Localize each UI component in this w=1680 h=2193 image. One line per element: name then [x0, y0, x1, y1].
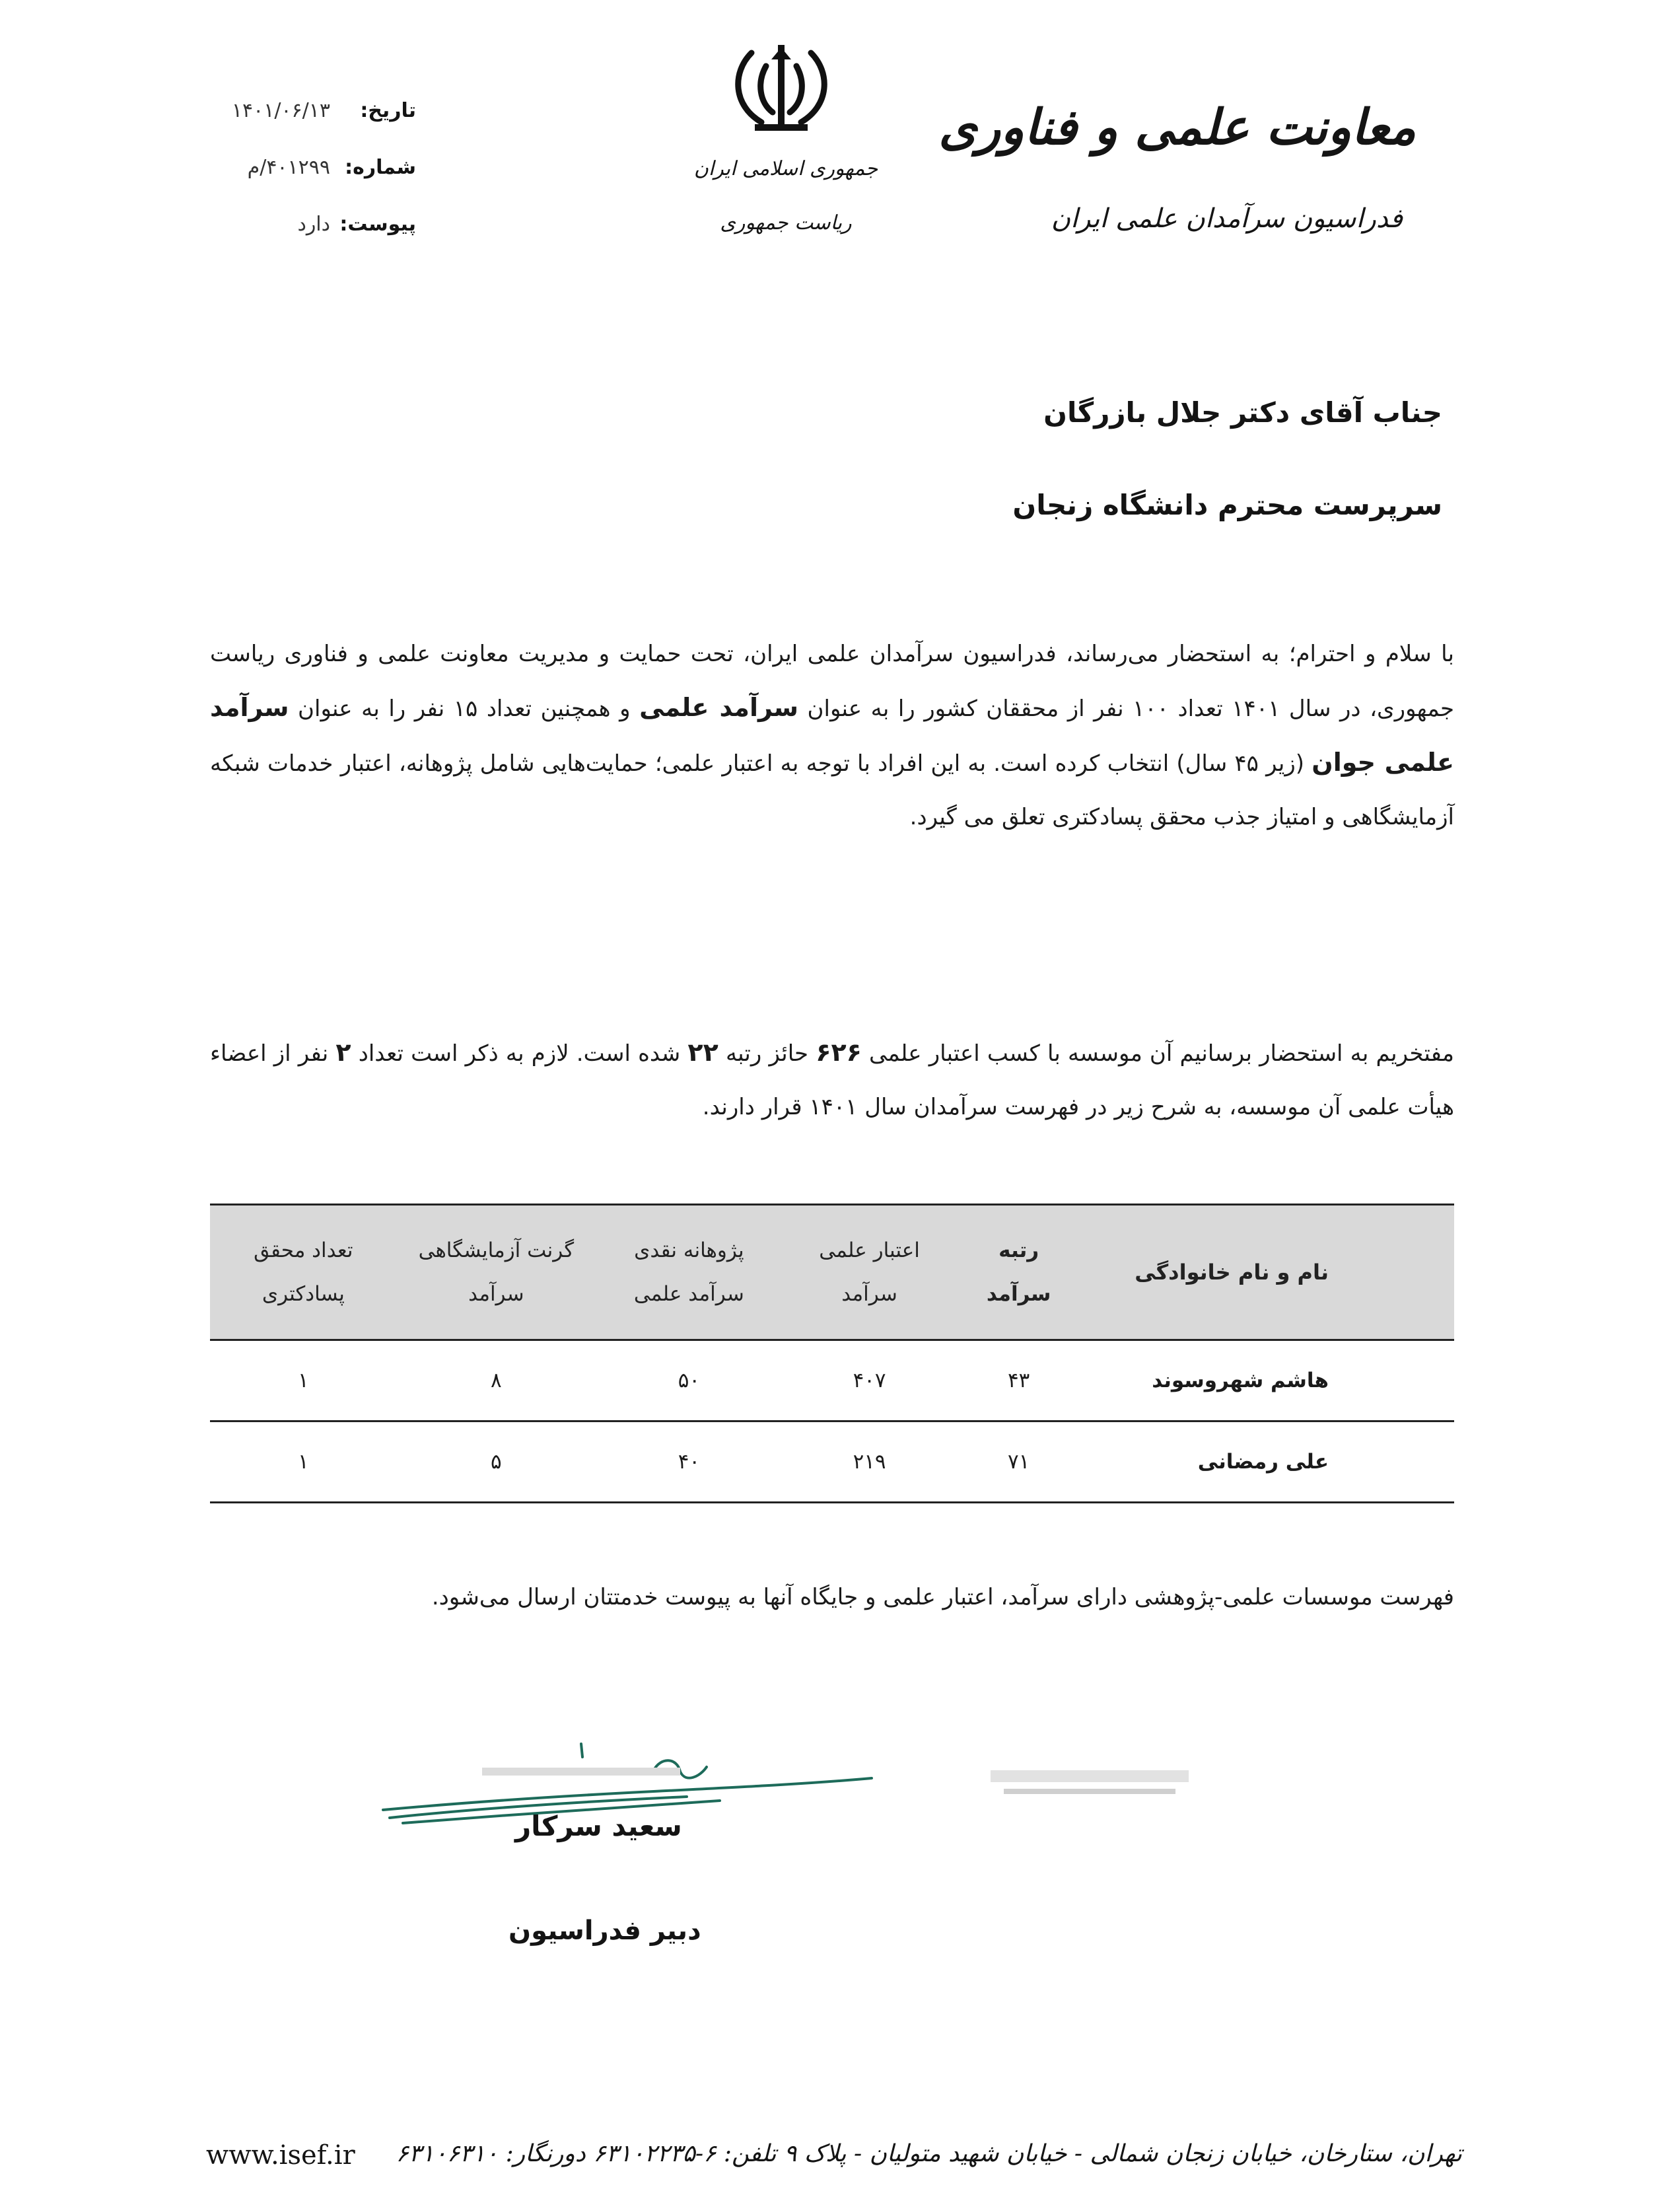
- p1-text-c: و همچنین تعداد ۱۵ نفر را به عنوان: [289, 696, 640, 722]
- date-label: تاریخ:: [360, 99, 416, 122]
- p2-text-a: مفتخریم به استحضار برسانیم آن موسسه با کسب اعتبار علمی: [861, 1040, 1454, 1067]
- date-value: ۱۴۰۱/۰۶/۱۳: [231, 99, 330, 122]
- stamp-mark-icon: [984, 1750, 1195, 1810]
- p2-bold-count: ۲: [335, 1038, 351, 1067]
- header-rank: رتبه سرآمد: [986, 1239, 1051, 1306]
- signatory-name: سعید سرکار: [515, 1810, 682, 1842]
- org-title: معاونت علمی و فناوری: [938, 99, 1416, 156]
- attachment-value: دارد: [297, 213, 330, 236]
- cell-rank: ۴۳: [956, 1340, 1080, 1421]
- elite-members-table: [210, 1204, 1454, 1503]
- cell-credit: ۲۱۹: [783, 1421, 957, 1503]
- body-paragraph-3: فهرست موسسات علمی-پژوهشی دارای سرآمد، اعتبار علمی و جایگاه آنها به پیوست خدمتتان ارسال می‌شود.: [431, 1584, 1454, 1610]
- table-row: [210, 1340, 1454, 1421]
- body-paragraph-2: [210, 1026, 1454, 1134]
- p1-text-a: با سلام و احترام؛ به استحضار می‌رساند، فدراسیون سرآمدان علمی ایران، تحت حمایت و مدیریت معاونت علمی و فناوری ریاست جمهوری، در سال ۱۴۰۱ تعداد ۱۰۰ نفر از محققان کشور را به عنوان: [210, 641, 1455, 722]
- footer-address: تهران، ستارخان، خیابان زنجان شمالی - خیابان شهید متولیان - پلاک ۹ تلفن: ۶-۶۳۱۰۲۲۳۵ دورنگار: ۶۳۱۰۶۳۱۰: [396, 2140, 1462, 2167]
- table-header-row: [210, 1205, 1454, 1340]
- meta-number: [178, 156, 416, 213]
- cell-grant: ۴۰: [596, 1421, 783, 1503]
- cell-credit: ۴۰۷: [783, 1340, 957, 1421]
- org-subtitle: فدراسیون سرآمدان علمی ایران: [1051, 203, 1403, 234]
- cell-rank: ۷۱: [956, 1421, 1080, 1503]
- signatory-title: دبیر فدراسیون: [508, 1916, 701, 1946]
- letter-meta: [178, 99, 416, 270]
- cell-name: هاشم شهروسوند: [1081, 1340, 1454, 1421]
- p2-text-c: حائز رتبه: [718, 1040, 816, 1067]
- body-paragraph-1: [210, 628, 1454, 844]
- cell-name: علی رمضانی: [1081, 1421, 1454, 1503]
- cell-postdoc: ۱: [210, 1340, 397, 1421]
- p2-bold-rank: ۲۲: [687, 1038, 718, 1067]
- p1-bold-young-elite: سرآمد علمی جوان: [210, 693, 1454, 777]
- p2-bold-credit: ۶۲۶: [816, 1038, 862, 1067]
- p2-text-e: نفر از اعضاء هیأت علمی آن موسسه، به شرح زیر در فهرست سرآمدان سال ۱۴۰۱ قرار دارند.: [210, 1040, 1454, 1120]
- footer-website-link[interactable]: www.isef.ir: [206, 2140, 355, 2171]
- header-lab-grant: گرنت آزمایشگاهی سرآمد: [418, 1239, 575, 1306]
- header-name: نام و نام خانوادگی: [1135, 1260, 1329, 1285]
- addressee-name: جناب آقای دکتر جلال بازرگان: [1043, 396, 1442, 429]
- attachment-label: پیوست:: [339, 213, 416, 236]
- p1-bold-elite: سرآمد علمی: [639, 693, 798, 722]
- meta-date: [178, 99, 416, 156]
- table-row: [210, 1421, 1454, 1503]
- header-credit: اعتبار علمی سرآمد: [819, 1239, 920, 1306]
- header-grant: پژوهانه نقدی سرآمد علمی: [633, 1239, 744, 1306]
- iran-emblem-icon: [725, 40, 837, 139]
- cell-postdoc: ۱: [210, 1421, 397, 1503]
- emblem-caption-country: جمهوری اسلامی ایران: [693, 157, 878, 180]
- p2-text-d: شده است. لازم به ذکر است تعداد: [351, 1040, 688, 1067]
- cell-lab: ۵: [397, 1421, 596, 1503]
- cell-grant: ۵۰: [596, 1340, 783, 1421]
- cell-lab: ۸: [397, 1340, 596, 1421]
- p1-text-d: (زیر ۴۵ سال) انتخاب کرده است. به این افراد با توجه به اعتبار علمی؛ حمایت‌هایی شامل پژوهانه، اعتبار خدمات شبکه آزمایشگاهی و امتیاز جذب محقق پسادکتری تعلق می گیرد.: [210, 750, 1454, 830]
- meta-attachment: [178, 213, 416, 270]
- number-value: ۴۰۱۲۹۹/م: [247, 156, 330, 179]
- addressee-title: سرپرست محترم دانشگاه زنجان: [1012, 489, 1442, 521]
- number-label: شماره:: [345, 156, 416, 179]
- header-postdoc: تعداد محقق پسادکتری: [254, 1239, 353, 1306]
- emblem-caption-presidency: ریاست جمهوری: [720, 211, 852, 234]
